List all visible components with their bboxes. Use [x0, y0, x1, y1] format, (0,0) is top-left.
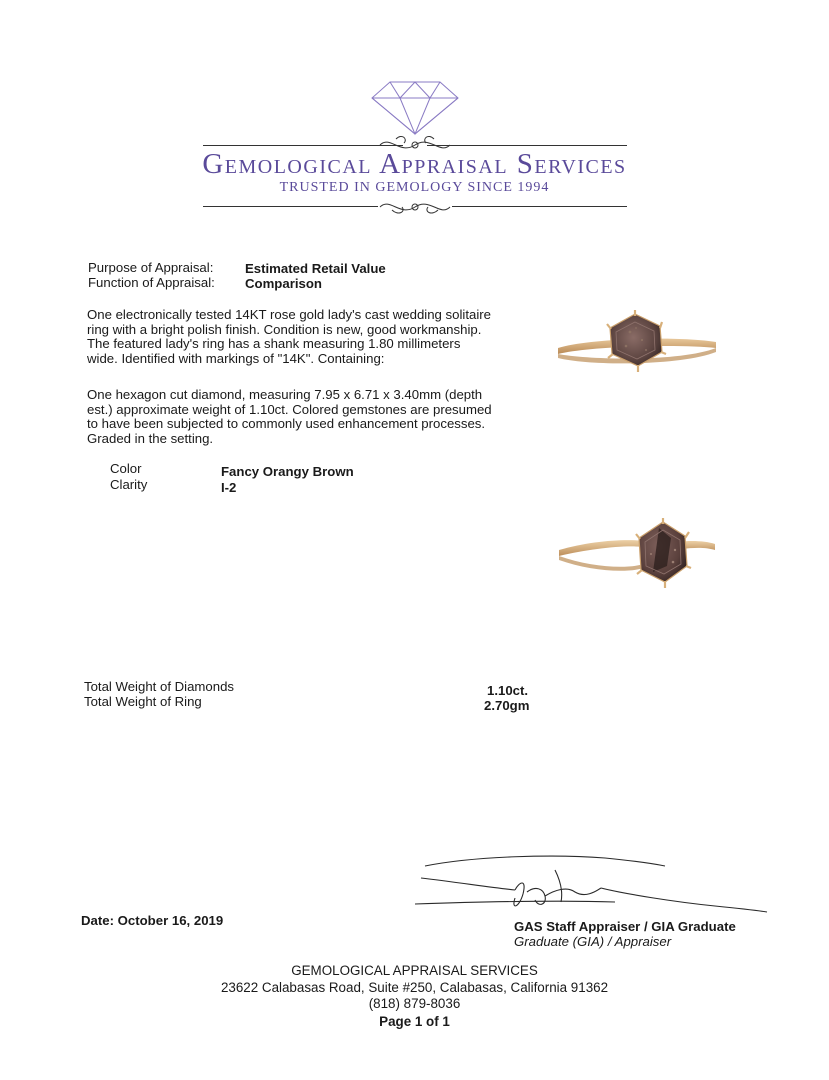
- ring-description-line: wide. Identified with markings of "14K". Containing:: [87, 350, 385, 366]
- ring-description: [87, 308, 527, 366]
- diamond-description-line: est.) approximate weight of 1.10ct. Colored gemstones are presumed: [87, 401, 492, 417]
- page-number: Page 1 of 1: [379, 1014, 450, 1029]
- diamond-description-line: Graded in the setting.: [87, 430, 214, 446]
- header-top-rule: [203, 145, 403, 146]
- purpose-value: Estimated Retail Value: [245, 261, 386, 276]
- total-diamonds-value: 1.10ct.: [487, 683, 529, 698]
- total-ring-value: 2.70gm: [484, 698, 530, 713]
- diamond-description: [87, 388, 527, 446]
- diamond-description-line: One hexagon cut diamond, measuring 7.95 x 6.71 x 3.40mm (depth: [87, 387, 483, 402]
- ring-photo-bottom: [553, 510, 723, 610]
- header-bottom-rule: [203, 206, 378, 207]
- total-diamonds-label: Total Weight of Diamonds: [84, 679, 235, 694]
- diamond-logo-icon: [370, 80, 460, 136]
- clarity-label: Clarity: [110, 477, 148, 492]
- footer-company: GEMOLOGICAL APPRAISAL SERVICES: [291, 963, 538, 978]
- appraiser-title: GAS Staff Appraiser / GIA Graduate: [514, 919, 736, 934]
- footer-address: 23622 Calabasas Road, Suite #250, Calabasas, California 91362: [220, 980, 609, 995]
- diamond-description-line: to have been subjected to commonly used enhancement processes.: [87, 416, 486, 431]
- flourish-bottom-icon: [378, 196, 452, 218]
- company-name: Gemological Appraisal Services: [202, 148, 627, 180]
- function-value: Comparison: [245, 276, 322, 291]
- clarity-value: I-2: [221, 480, 237, 495]
- header-top-rule-right: [427, 145, 627, 146]
- appraiser-subtitle: Graduate (GIA) / Appraiser: [514, 934, 672, 949]
- color-value: Fancy Orangy Brown: [221, 464, 354, 479]
- total-ring-label: Total Weight of Ring: [84, 694, 202, 709]
- ring-description-line: ring with a bright polish finish. Condition is new, good workmanship.: [87, 321, 482, 337]
- color-label: Color: [110, 461, 142, 476]
- function-label: Function of Appraisal:: [88, 275, 215, 290]
- footer-phone: (818) 879-8036: [368, 996, 461, 1011]
- ring-description-line: One electronically tested 14KT rose gold lady's cast wedding solitaire: [87, 307, 491, 322]
- header-bottom-rule-right: [452, 206, 627, 207]
- appraiser-signature: [415, 852, 775, 922]
- ring-description-line: The featured lady's ring has a shank measuring 1.80 millimeters: [87, 336, 461, 351]
- appraisal-date: Date: October 16, 2019: [81, 913, 224, 928]
- purpose-label: Purpose of Appraisal:: [88, 260, 214, 275]
- company-tagline: TRUSTED IN GEMOLOGY SINCE 1994: [279, 180, 550, 195]
- ring-photo-top: [550, 300, 720, 400]
